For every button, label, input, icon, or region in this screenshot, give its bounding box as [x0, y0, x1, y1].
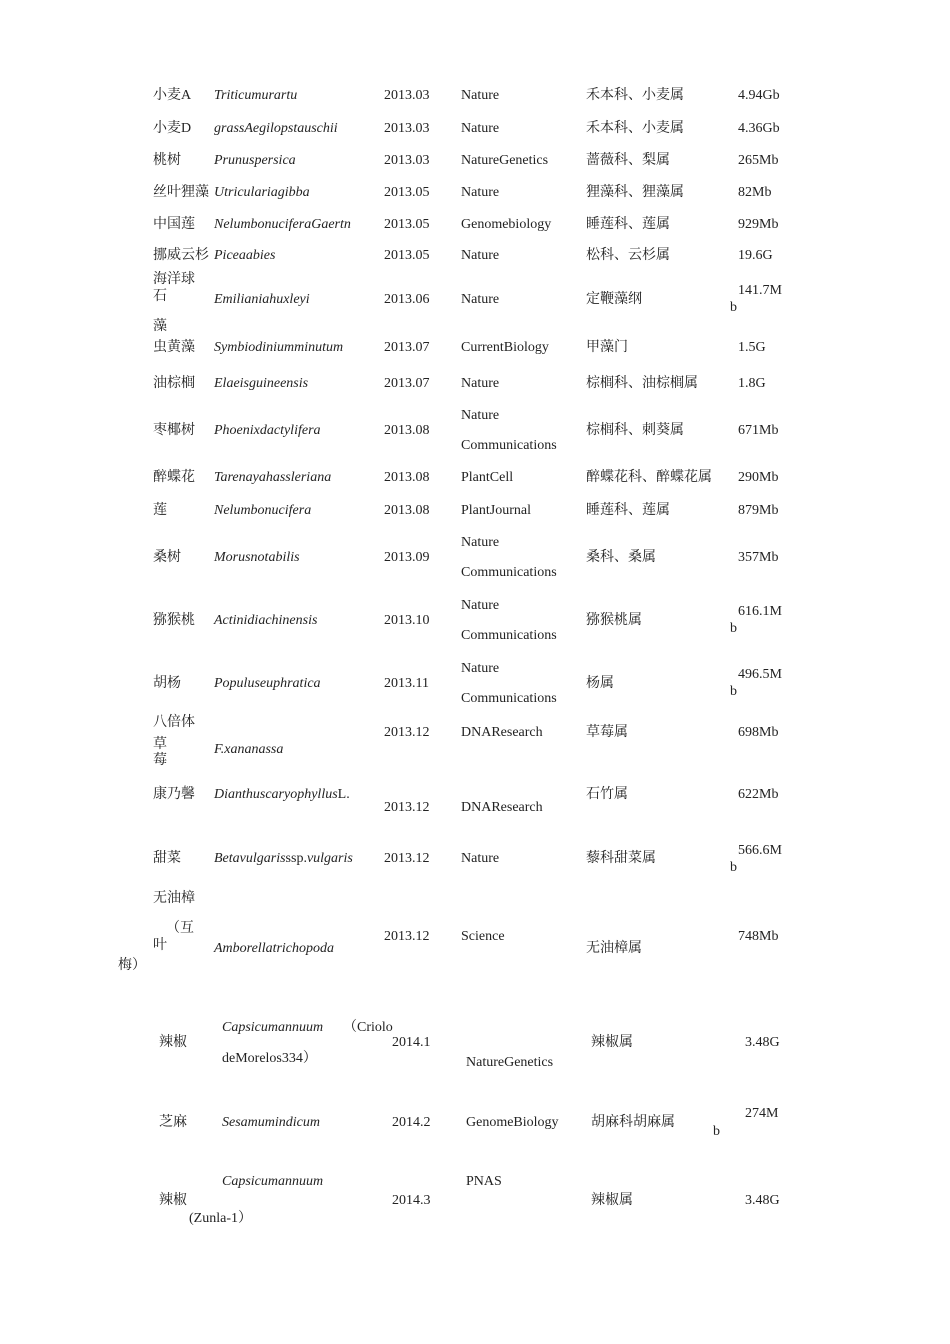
publish-date: 2013.09 [384, 550, 430, 565]
species-name: Tarenayahassleriana [214, 470, 332, 485]
species-binomial: Betavulgaris [214, 851, 286, 866]
publish-date: 2013.08 [384, 470, 430, 485]
common-name: 桃树 [153, 153, 181, 168]
species-name: Sesamumindicum [222, 1115, 320, 1130]
journal: Nature [461, 248, 500, 263]
genome-size: 671Mb [738, 423, 779, 438]
genome-size: 274M [745, 1106, 779, 1121]
publish-date: 2013.06 [384, 292, 430, 307]
species-name: grassAegilopstauschii [214, 121, 338, 136]
genome-size: 622Mb [738, 787, 779, 802]
common-name: 八倍体 [153, 715, 195, 730]
journal: Nature [461, 535, 500, 550]
common-name: 莓 [153, 753, 167, 768]
common-name: 梅） [118, 958, 146, 973]
common-name: 甜菜 [153, 851, 181, 866]
species-strain: （Criolo [343, 1020, 393, 1035]
publish-date: 2013.05 [384, 185, 430, 200]
taxonomy: 胡麻科胡麻属 [591, 1115, 675, 1130]
species-name [214, 786, 350, 803]
journal: Nature [461, 292, 500, 307]
species-name: Triticumurartu [214, 88, 298, 103]
journal: Nature [461, 408, 500, 423]
journal: Communications [461, 565, 557, 580]
publish-date: 2014.3 [392, 1193, 431, 1208]
genome-size-suffix: b [713, 1124, 720, 1139]
species-name: Populuseuphratica [214, 676, 321, 691]
genome-size: 1.8G [738, 376, 766, 391]
publish-date: 2013.05 [384, 217, 430, 232]
genome-size: 4.36Gb [738, 121, 780, 136]
genome-size: 3.48G [745, 1193, 780, 1208]
genome-size: 698Mb [738, 725, 779, 740]
taxonomy: 辣椒属 [591, 1193, 633, 1208]
journal: Communications [461, 438, 557, 453]
common-name: 油棕榈 [153, 376, 195, 391]
taxonomy: 甲藻门 [586, 340, 628, 355]
common-name: 虫黄藻 [153, 340, 195, 355]
taxonomy: 醉蝶花科、醉蝶花属 [586, 470, 712, 485]
taxonomy: 睡莲科、莲属 [586, 503, 670, 518]
species-name: Morusnotabilis [214, 550, 300, 565]
journal: PlantJournal [461, 503, 531, 518]
species-name: Piceaabies [214, 248, 276, 263]
taxonomy: 狸藻科、狸藻属 [586, 185, 684, 200]
journal: GenomeBiology [466, 1115, 559, 1130]
publish-date: 2013.10 [384, 613, 430, 628]
common-name: 辣椒 [159, 1035, 187, 1050]
journal: Communications [461, 691, 557, 706]
genome-size: 265Mb [738, 153, 779, 168]
publish-date: 2014.2 [392, 1115, 431, 1130]
species-strain: (Zunla-1） [189, 1211, 252, 1226]
publish-date: 2013.03 [384, 121, 430, 136]
taxonomy: 猕猴桃属 [586, 613, 642, 628]
journal: DNAResearch [461, 800, 543, 815]
species-name: Nelumbonucifera [214, 503, 312, 518]
journal: Genomebiology [461, 217, 552, 232]
genome-size: 4.94Gb [738, 88, 780, 103]
common-name: 莲 [153, 503, 167, 518]
publish-date: 2013.12 [384, 851, 430, 866]
publish-date: 2013.12 [384, 800, 430, 815]
species-authority: L. [337, 787, 350, 802]
common-name: 挪威云杉 [153, 248, 209, 263]
journal: DNAResearch [461, 725, 543, 740]
common-name: （互 [166, 921, 194, 936]
publish-date: 2013.08 [384, 503, 430, 518]
common-name: 藻 [153, 319, 167, 334]
common-name: 中国莲 [153, 217, 195, 232]
species-subspecies: vulgaris [306, 851, 353, 866]
common-name: 胡杨 [153, 676, 181, 691]
common-name: 无油樟 [153, 891, 195, 906]
species-rank: ssp. [285, 851, 307, 866]
publish-date: 2013.05 [384, 248, 430, 263]
species-name: Amborellatrichopoda [214, 941, 335, 956]
genome-size: 879Mb [738, 503, 779, 518]
species-name: Capsicumannuum [222, 1020, 324, 1035]
common-name: 猕猴桃 [153, 613, 195, 628]
genome-size: 290Mb [738, 470, 779, 485]
common-name: 芝麻 [159, 1115, 187, 1130]
publish-date: 2013.12 [384, 929, 430, 944]
common-name: 桑树 [153, 550, 181, 565]
genome-size: 357Mb [738, 550, 779, 565]
publish-date: 2013.11 [384, 676, 429, 691]
species-name: Utriculariagibba [214, 185, 310, 200]
genome-size: 3.48G [745, 1035, 780, 1050]
taxonomy: 睡莲科、莲属 [586, 217, 670, 232]
journal: PlantCell [461, 470, 514, 485]
species-name: Emilianiahuxleyi [214, 292, 310, 307]
journal: Nature [461, 851, 500, 866]
genome-size-suffix: b [730, 860, 737, 875]
taxonomy: 无油樟属 [586, 941, 642, 956]
genome-size: 1.5G [738, 340, 766, 355]
clipped-text [153, 318, 183, 334]
species-name: Prunuspersica [214, 153, 296, 168]
taxonomy: 石竹属 [586, 787, 628, 802]
journal: PNAS [466, 1174, 502, 1189]
publish-date: 2013.03 [384, 153, 430, 168]
publish-date: 2013.03 [384, 88, 430, 103]
taxonomy: 杨属 [586, 676, 614, 691]
genome-size: 566.6M [738, 843, 782, 858]
common-name: 石 [153, 289, 167, 304]
taxonomy: 草莓属 [586, 725, 628, 740]
taxonomy: 棕榈科、油棕榈属 [586, 376, 698, 391]
publish-date: 2013.08 [384, 423, 430, 438]
common-name: 辣椒 [159, 1193, 187, 1208]
species-name: NelumbonuciferaGaertn [214, 217, 351, 232]
journal: Nature [461, 88, 500, 103]
species-name [214, 850, 353, 867]
publish-date: 2013.07 [384, 340, 430, 355]
species-strain: deMorelos334） [222, 1051, 317, 1066]
genome-size: 748Mb [738, 929, 779, 944]
genome-size: 19.6G [738, 248, 773, 263]
common-name: 康乃馨 [153, 787, 195, 802]
journal: Nature [461, 598, 500, 613]
species-name: Elaeisguineensis [214, 376, 309, 391]
genome-size: 496.5M [738, 667, 782, 682]
common-name: 醉蝶花 [153, 470, 195, 485]
species-name: Capsicumannuum [222, 1174, 324, 1189]
common-name: 海洋球 [153, 272, 195, 287]
taxonomy: 松科、云杉属 [586, 248, 670, 263]
taxonomy: 定鞭藻纲 [586, 292, 642, 307]
common-name: 枣椰树 [153, 423, 195, 438]
taxonomy: 辣椒属 [591, 1035, 633, 1050]
genome-size: 82Mb [738, 185, 772, 200]
journal: Nature [461, 376, 500, 391]
genome-size: 616.1M [738, 604, 782, 619]
publish-date: 2014.1 [392, 1035, 431, 1050]
species-name: Phoenixdactylifera [214, 423, 321, 438]
clipped-text [153, 736, 183, 752]
common-name: 叶 [153, 938, 167, 953]
taxonomy: 藜科甜菜属 [586, 851, 656, 866]
publish-date: 2013.07 [384, 376, 430, 391]
journal: Communications [461, 628, 557, 643]
common-name: 小麦D [153, 121, 192, 136]
common-name: 草 [153, 737, 167, 752]
species-name: Symbiodiniumminutum [214, 340, 344, 355]
taxonomy: 禾本科、小麦属 [586, 121, 684, 136]
genome-size-suffix: b [730, 621, 737, 636]
species-genus: Dianthuscaryophyllus [214, 787, 338, 802]
genome-size: 929Mb [738, 217, 779, 232]
journal: CurrentBiology [461, 340, 549, 355]
taxonomy: 蔷薇科、梨属 [586, 153, 670, 168]
common-name: 丝叶狸藻 [153, 185, 209, 200]
journal: Nature [461, 661, 500, 676]
taxonomy: 禾本科、小麦属 [586, 88, 684, 103]
taxonomy: 桑科、桑属 [586, 550, 656, 565]
journal: NatureGenetics [461, 153, 549, 168]
genome-size-suffix: b [730, 300, 737, 315]
common-name: 小麦A [153, 88, 192, 103]
species-name: Actinidiachinensis [214, 613, 318, 628]
publish-date: 2013.12 [384, 725, 430, 740]
journal: Science [461, 929, 505, 944]
journal: NatureGenetics [466, 1055, 554, 1070]
genome-size: 141.7M [738, 283, 782, 298]
journal: Nature [461, 121, 500, 136]
species-name: F.xananassa [214, 742, 284, 757]
journal: Nature [461, 185, 500, 200]
taxonomy: 棕榈科、刺葵属 [586, 423, 684, 438]
genome-size-suffix: b [730, 684, 737, 699]
